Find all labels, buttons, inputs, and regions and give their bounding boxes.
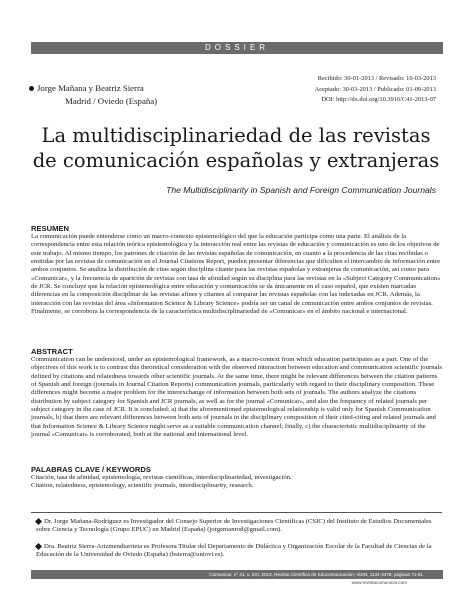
diamond-bullet-icon [35,518,42,525]
keywords-spanish: Citación, tasa de afinidad, epistemología, revistas científicas, interdisciplinariedad, investigación. [31,474,292,481]
section-banner [31,42,443,54]
footer-banner [31,570,443,579]
received-revised-dates: Recibido: 30-01-2013 / Revisado: 10-03-2013 [317,75,436,82]
keywords-section [31,465,442,491]
author-affiliation: Madrid / Oviedo (España) [65,96,158,106]
footer-url-row [31,580,443,585]
author-block [29,82,157,108]
abstract-text: Communication can be understood, under an epistemological framework, as a macro-context from which education participates as a part. One of the objectives of this work is to contrast this theoretical consideration with the observed interaction between education and communication scientific journals defined by citations and relatedness towards other scientific journals. At the same time, there might be relevant differences between the citation patterns of Spanish and foreign (journals in Journal Citation Reports) communication journals, particularly with regard to their disciplinary composition. These differences might become a major problem for the interexchange of information between both sets of journals. The authors analyze the citations distribution by subject category for Spanish and JCR journals, as well as for the journal «Comunicar», and also the frequency of related journals per subject category in the case of JCR. It is concluded: a) that the aforementioned epistemological relationship is valid only for Spanish Communication journals, b) that there are relevant differences between both sets of journals in the disciplinary composition of their cited-citing and related journals and that Information Science & Library Science might serve as a suitable communication channel; finally, c) the characteristic multidisciplinarity of the journal «Comunicar» is corroborated, both at the national and international level. [31,356,442,439]
doi-link[interactable]: DOI: http://dx.doi.org/10.3916/C41-2013-07 [321,96,436,103]
author-note-1 [36,518,440,535]
keywords-english: Citation, relatedness, epistemology, scientific journals, interdisciplinarity, research. [31,482,254,490]
resumen-heading: RESUMEN [31,224,69,233]
author-note-text: Dr. Jorge Mañana-Rodríguez es Investigador del Consejo Superior de Investigaciones Científicas (CSIC) del Instituto de Estudios Documentales sobre Ciencia y Tecnología (Grupo EPUC) en Madrid (España) (jorgemanrod@gmail.com). [36,518,432,534]
abstract-section [31,347,442,439]
accepted-published-dates: Aceptado: 30-03-2013 / Publicado: 01-09-2013 [314,85,436,93]
article-title: La multidisciplinariedad de las revistas de comunicación españolas y extranjeras [32,124,440,172]
resumen-section [31,224,442,316]
article-subtitle: The Multidisciplinarity in Spanish and Foreign Communication Journals [166,185,436,195]
abstract-heading: ABSTRACT [31,347,73,356]
publication-dates [315,74,436,106]
author-names: Jorge Mañana y Beatriz Sierra [37,83,144,93]
resumen-text: La comunicación puede entenderse como un macro-contexto epistemológico del que la educación participa como una parte. El análisis de la correspondencia entre esta relación teórica epistemológica y la interacción real entre las revistas de educación y comunicación es uno de los objetivos de este trabajo. Al mismo tiempo, los patrones de citación de las revistas españolas de comunicación, en cuanto a la procedencia de las citas recibidas o emitidas por las revistas de comunicación en el Journal Citations Report, pueden presentar diferencias que dificulten el intercambio de información entre ambos conjuntos. Se analiza la distribución de citas según disciplina citante para las revistas españolas y extranjeras de comunicación, así como para «Comunicar», y la frecuencia de aparición de revistas con tasa de afinidad según su disciplina para las revistas en la «Subject Category Communication» de JCR. Se concluye que la relación epistemológica entre educación y comunicación se da únicamente en el caso español, que existen marcadas diferencias en la composición disciplinar de las revistas afines y citantes al comparar las revistas españolas con las indexadas en JCR. Además, la interacción con las revistas del área «Information Science & Library Science» podría ser un canal de comunicación entre ambos conjuntos de revistas. Finalmente, se corrobora la correspondencia de la característica multidisciplinariedad de «Comunicar» en el ámbito nacional e internacional. [31,233,441,316]
section-label: DOSSIER [204,43,269,52]
author-note-2 [36,543,440,560]
author-note-text: Dra. Beatriz Sierra-Arizmendiarrieta es Profesora Titular del Departamento de Didáctica y Organización Escolar de la Facultad de Ciencias de la Educación de la Universidad de Oviedo (España) (bsierra@uniovi.es). [36,543,432,559]
footer-citation: Comunicar, nº 41, v. XXI, 2013, Revista Científica de Educomunicación; ISSN: 1134-3478; páginas 71-81 [209,572,423,577]
bullet-icon [29,86,34,91]
diamond-bullet-icon [35,543,42,550]
keywords-heading: PALABRAS CLAVE / KEYWORDS [31,465,151,474]
notes-divider [31,512,442,513]
footer-url[interactable]: www.revistacomunicar.com [351,580,407,585]
